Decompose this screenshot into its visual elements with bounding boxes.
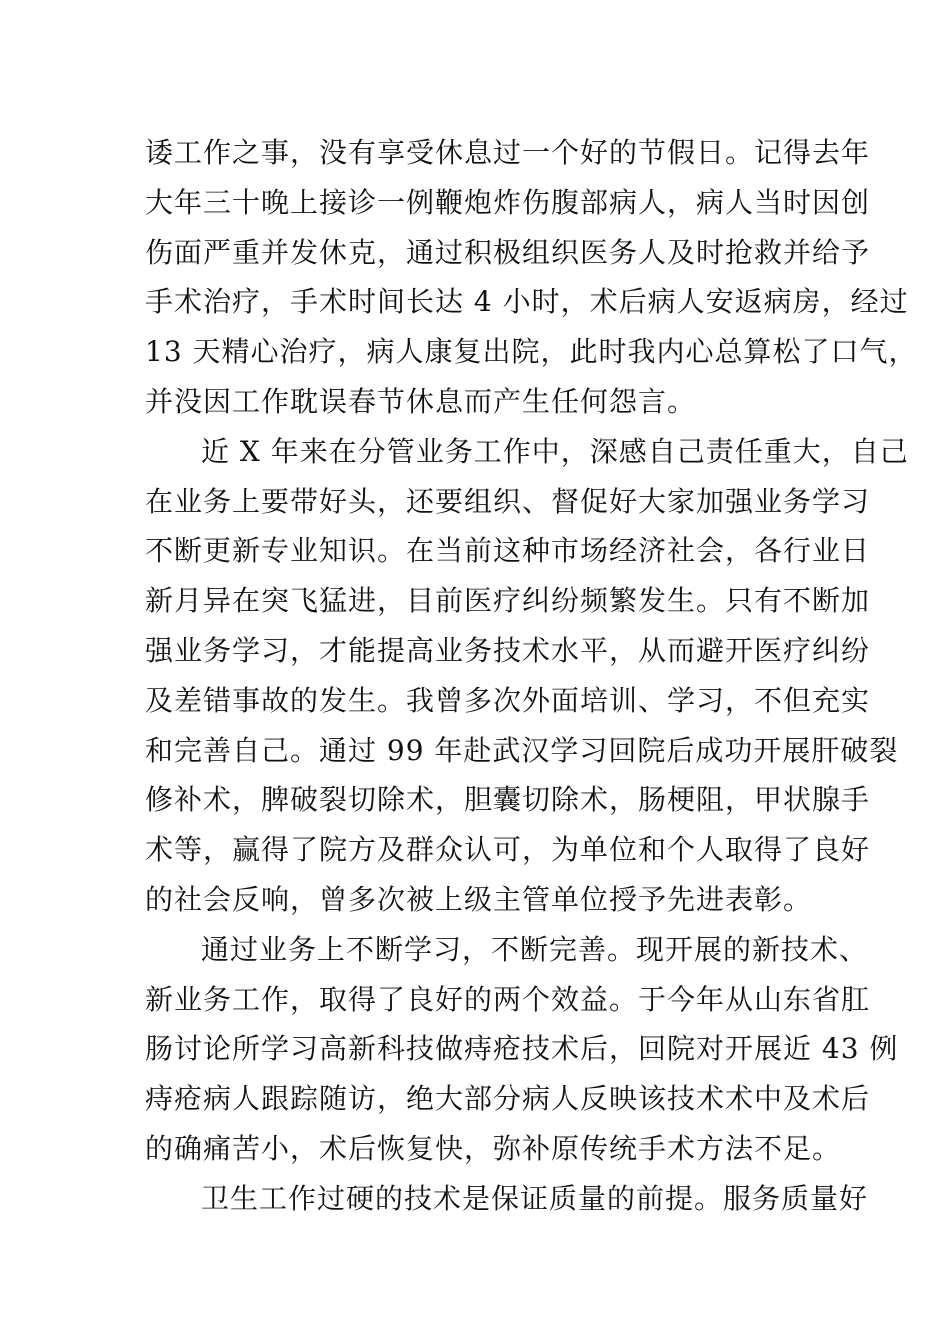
- text-line: 并没因工作耽误春节休息而产生任何怨言。: [145, 384, 697, 418]
- text-line: 痔疮病人跟踪随访，绝大部分病人反映该技术术中及术后: [145, 1082, 871, 1116]
- text-line: 新业务工作，取得了良好的两个效益。于今年从山东省肛: [145, 982, 871, 1016]
- document-body: [145, 128, 918, 1224]
- text-line: 修补术，脾破裂切除术，胆囊切除术，肠梗阻，甲状腺手: [145, 783, 871, 817]
- text-line: 术等，赢得了院方及群众认可，为单位和个人取得了良好: [145, 833, 871, 867]
- text-line: 的确痛苦小，术后恢复快，弥补原传统手术方法不足。: [145, 1131, 842, 1165]
- text-line: 手术治疗，手术时间长达 4 小时，术后病人安返病房，经过: [145, 285, 909, 319]
- text-line: 不断更新专业知识。在当前这种市场经济社会，各行业日: [145, 534, 871, 568]
- text-line: 新月异在突飞猛进，目前医疗纠纷频繁发生。只有不断加: [145, 584, 871, 618]
- text-line: 和完善自己。通过 99 年赴武汉学习回院后成功开展肝破裂: [145, 733, 899, 767]
- text-line: 的社会反响，曾多次被上级主管单位授予先进表彰。: [145, 882, 813, 916]
- text-line: 诿工作之事，没有享受休息过一个好的节假日。记得去年: [145, 136, 871, 169]
- text-line: 肠讨论所学习高新科技做痔疮技术后，回院对开展近 43 例: [145, 1032, 899, 1066]
- text-line: 大年三十晚上接诊一例鞭炮炸伤腹部病人，病人当时因创: [145, 185, 871, 219]
- text-line: 13 天精心治疗，病人康复出院，此时我内心总算松了口气，: [145, 335, 918, 369]
- paragraph-first-line: 卫生工作过硬的技术是保证质量的前提。服务质量好: [201, 1181, 869, 1215]
- text-line: 在业务上要带好头，还要组织、督促好大家加强业务学习: [145, 484, 871, 518]
- paragraph-first-line: 通过业务上不断学习，不断完善。现开展的新技术、: [201, 932, 869, 966]
- text-line: 及差错事故的发生。我曾多次外面培训、学习，不但充实: [145, 683, 871, 717]
- paragraph-first-line: 近 X 年来在分管业务工作中，深感自己责任重大，自己: [201, 434, 909, 468]
- text-line: 强业务学习，才能提高业务技术水平，从而避开医疗纠纷: [145, 633, 871, 667]
- text-line: 伤面严重并发休克，通过积极组织医务人及时抢救并给予: [145, 235, 871, 269]
